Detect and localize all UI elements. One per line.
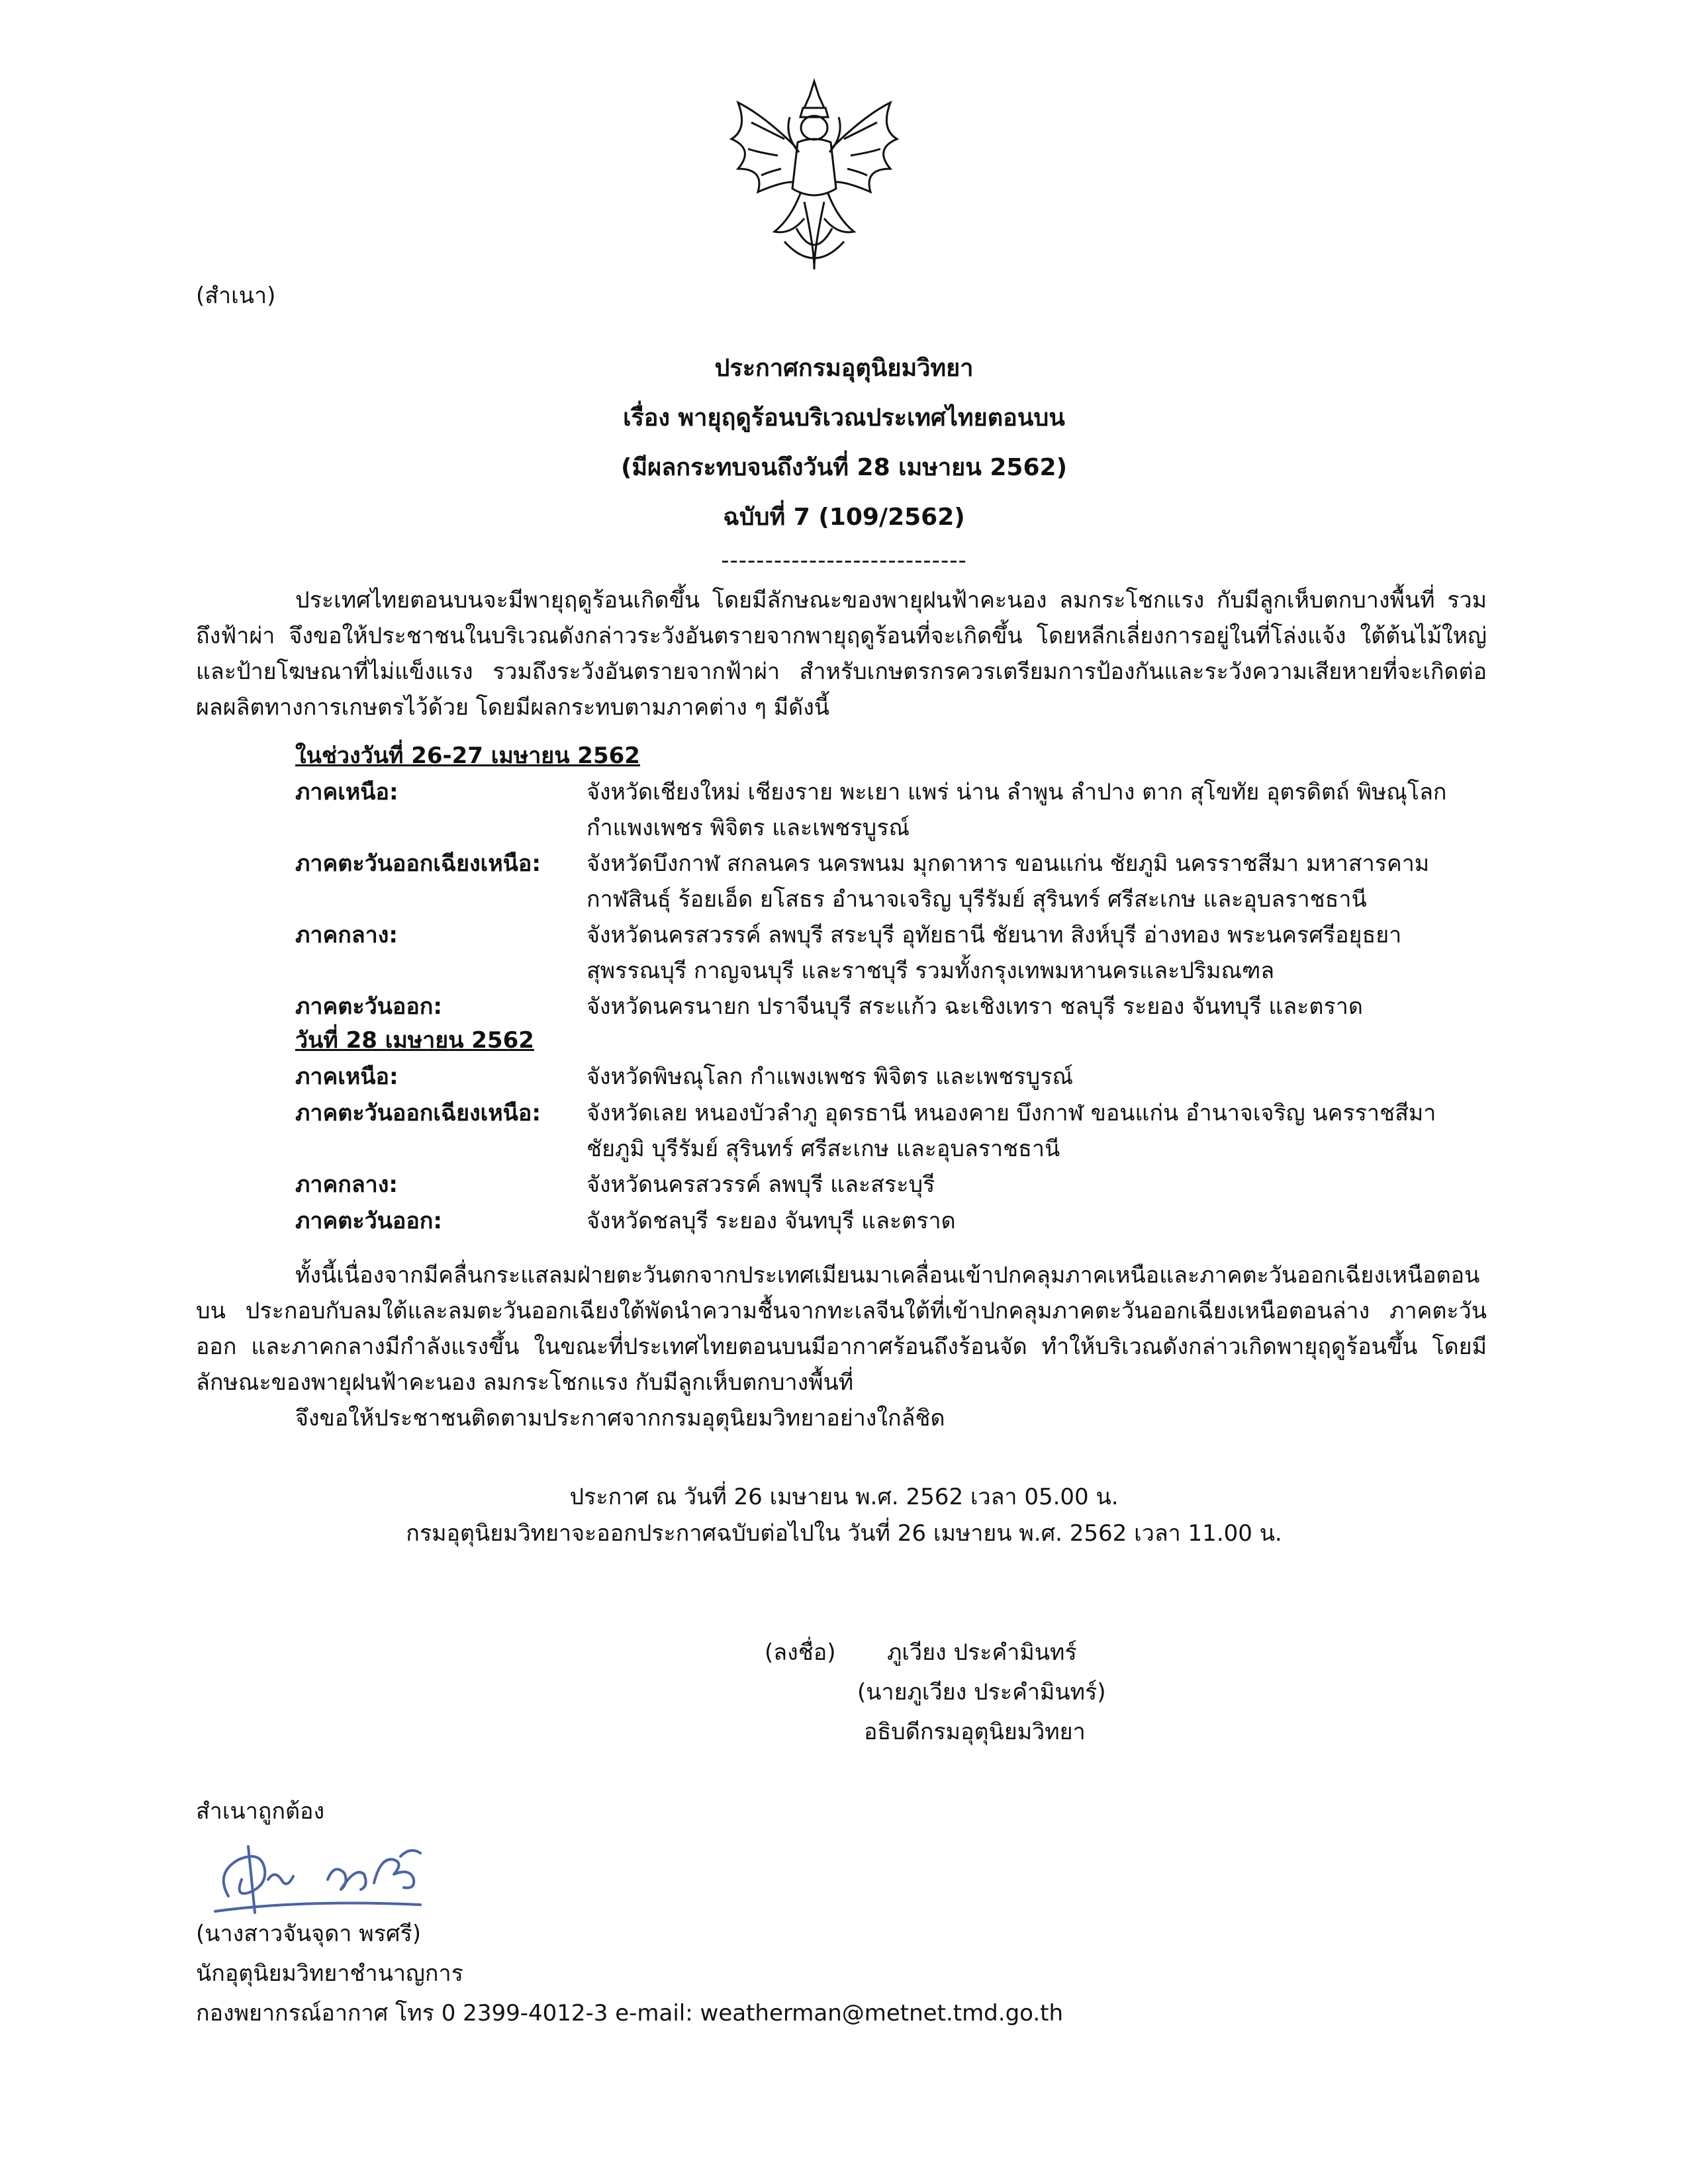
region-name: ภาคเหนือ: — [295, 779, 399, 805]
certifier-position: นักอุตุนิยมวิทยาชำนาญการ — [196, 1960, 463, 1987]
region-name: ภาคตะวันออกเฉียงเหนือ: — [295, 1100, 541, 1126]
region-provinces: จังหวัดชลบุรี ระยอง จันทบุรี และตราด — [586, 1208, 956, 1234]
region-name: ภาคเหนือ: — [295, 1064, 399, 1090]
announcement-effect-date: (มีผลกระทบจนถึงวันที่ 28 เมษายน 2562) — [620, 454, 1068, 481]
next-announcement: กรมอุตุนิยมวิทยาจะออกประกาศฉบับต่อไปใน วันที่ 26 เมษายน พ.ศ. 2562 เวลา 11.00 น. — [406, 1520, 1282, 1547]
garuda-emblem-icon — [718, 76, 910, 275]
announcement-issue-number: ฉบับที่ 7 (109/2562) — [723, 504, 965, 531]
announcement-title: ประกาศกรมอุตุนิยมวิทยา — [714, 355, 974, 382]
signatory-position: อธิบดีกรมอุตุนิยมวิทยา — [864, 1719, 1086, 1745]
region-provinces: จังหวัดนครสวรรค์ ลพบุรี และสระบุรี — [586, 1171, 935, 1198]
region-provinces: จังหวัดพิษณุโลก กำแพงเพชร พิจิตร และเพชรบูรณ์ — [586, 1064, 1074, 1090]
header-separator: ---------------------------- — [721, 547, 967, 574]
signatory-name: ภูเวียง ประคำมินทร์ — [887, 1639, 1077, 1666]
period-heading: ในช่วงวันที่ 26-27 เมษายน 2562 — [295, 743, 640, 769]
period-heading: วันที่ 28 เมษายน 2562 — [295, 1027, 534, 1054]
issued-datetime: ประกาศ ณ วันที่ 26 เมษายน พ.ศ. 2562 เวลา 05.00 น. — [569, 1484, 1119, 1510]
region-provinces: จังหวัดนครนายก ปราจีนบุรี สระแก้ว ฉะเชิงเทรา ชลบุรี ระยอง จันทบุรี และตราด — [586, 993, 1363, 1020]
certifier-name: (นางสาวจันจุดา พรศรี) — [196, 1921, 421, 1947]
region-provinces: จังหวัดเลย หนองบัวลำภู อุดรธานี หนองคาย บึงกาฬ ขอนแก่น อำนาจเจริญ นครราชสีมา ชัยภูมิ บุรีรัมย์ สุรินทร์ ศรีสะเกษ และอุบลราชธานี — [586, 1100, 1436, 1162]
announcement-subject: เรื่อง พายุฤดูร้อนบริเวณประเทศไทยตอนบน — [623, 404, 1065, 432]
intro-paragraph — [196, 582, 1487, 725]
region-provinces: จังหวัดบึงกาฬ สกลนคร นครพนม มุกดาหาร ขอนแก่น ชัยภูมิ นครราชสีมา มหาสารคาม กาฬสินธุ์ ร้อยเอ็ด ยโสธร อำนาจเจริญ บุรีรัมย์ สุรินทร์ ศรีสะเกษ และอุบลราชธานี — [586, 850, 1430, 913]
handwritten-signature — [202, 1833, 467, 1926]
cause-text: ทั้งนี้เนื่องจากมีคลื่นกระแสลมฝ่ายตะวันตกจากประเทศเมียนมาเคลื่อนเข้าปกคลุมภาคเหนือและภาคตะวันออกเฉียงเหนือตอนบน ประกอบกับลมใต้และลมตะวันออกเฉียงใต้พัดนำความชื้นจากทะเลจีนใต้ที่เข้าปกคลุมภาคตะวันออกเฉียงเหนือตอนล่าง ภาคตะวันออก และภาคกลางมีกำลังแรงขึ้น ในขณะที่ประเทศไทยตอนบนมีอากาศร้อนถึงร้อนจัด ทำให้บริเวณดังกล่าวเกิดพายุฤดูร้อนขึ้น โดยมีลักษณะของพายุฝนฟ้าคะนอง ลมกระโชกแรง กับมีลูกเห็บตกบางพื้นที่ — [196, 1262, 1487, 1396]
region-name: ภาคตะวันออก: — [295, 993, 442, 1020]
intro-text: ประเทศไทยตอนบนจะมีพายุฤดูร้อนเกิดขึ้น โดยมีลักษณะของพายุฝนฟ้าคะนอง ลมกระโชกแรง กับมีลูกเห็บตกบางพื้นที่ รวมถึงฟ้าผ่า จึงขอให้ประชาชนในบริเวณดังกล่าวระวังอันตรายจากพายุฤดูร้อนที่จะเกิดขึ้น โดยหลีกเลี่ยงการอยู่ในที่โล่งแจ้ง ใต้ต้นไม้ใหญ่ และป้ายโฆษณาที่ไม่แข็งแรง รวมถึงระวังอันตรายจากฟ้าผ่า สำหรับเกษตรกรควรเตรียมการป้องกันและระวังความเสียหายที่จะเกิดต่อผลผลิตทางการเกษตรไว้ด้วย โดยมีผลกระทบตามภาคต่าง ๆ มีดังนี้ — [196, 587, 1487, 721]
region-name: ภาคตะวันออกเฉียงเหนือ: — [295, 850, 541, 877]
region-name: ภาคกลาง: — [295, 1171, 398, 1198]
copy-mark: (สำเนา) — [196, 283, 276, 309]
region-provinces: จังหวัดเชียงใหม่ เชียงราย พะเยา แพร่ น่าน ลำพูน ลำปาง ตาก สุโขทัย อุตรดิตถ์ พิษณุโลก กำแพงเพชร พิจิตร และเพชรบูรณ์ — [586, 779, 1447, 841]
contact-info: กองพยากรณ์อากาศ โทร 0 2399-4012-3 e-mail: weatherman@metnet.tmd.go.th — [196, 2000, 1064, 2026]
region-provinces: จังหวัดนครสวรรค์ ลพบุรี สระบุรี อุทัยธานี ชัยนาท สิงห์บุรี อ่างทอง พระนครศรีอยุธยา สุพรรณบุรี กาญจนบุรี และราชบุรี รวมทั้งกรุงเทพมหานครและปริมณฑล — [586, 922, 1402, 984]
advice-text: จึงขอให้ประชาชนติดตามประกาศจากกรมอุตุนิยมวิทยาอย่างใกล้ชิด — [295, 1405, 945, 1432]
signatory-full-name: (นายภูเวียง ประคำมินทร์) — [857, 1679, 1106, 1706]
region-name: ภาคกลาง: — [295, 922, 398, 948]
cause-paragraph — [196, 1257, 1487, 1436]
certified-copy-label: สำเนาถูกต้อง — [196, 1798, 325, 1825]
signature-label: (ลงชื่อ) — [765, 1639, 836, 1666]
region-name: ภาคตะวันออก: — [295, 1208, 442, 1234]
